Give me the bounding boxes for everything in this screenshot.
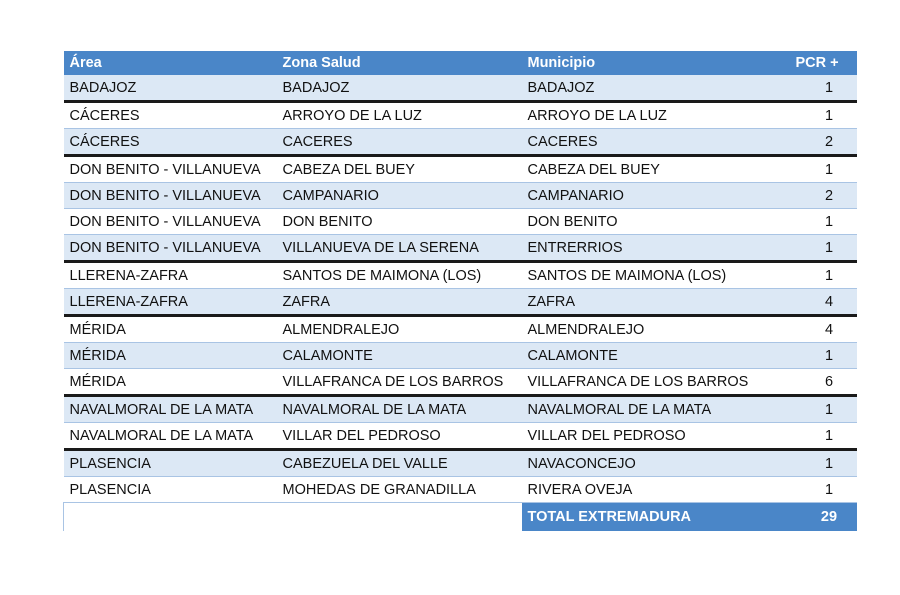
cell-municipio: CABEZA DEL BUEY <box>522 156 778 183</box>
table-row <box>64 396 857 423</box>
cell-area: NAVALMORAL DE LA MATA <box>64 423 277 450</box>
cell-pcr: 4 <box>778 289 857 316</box>
cell-zona: BADAJOZ <box>277 75 522 102</box>
cell-zona: CACERES <box>277 129 522 156</box>
total-label: TOTAL EXTREMADURA <box>522 503 778 532</box>
header-municipio: Municipio <box>522 51 778 75</box>
cell-area: PLASENCIA <box>64 477 277 503</box>
cell-pcr: 6 <box>778 369 857 396</box>
cell-municipio: BADAJOZ <box>522 75 778 102</box>
cell-zona: CABEZA DEL BUEY <box>277 156 522 183</box>
total-blank-cell <box>64 503 522 532</box>
header-area: Área <box>64 51 277 75</box>
pcr-table <box>63 51 857 531</box>
cell-area: BADAJOZ <box>64 75 277 102</box>
cell-area: LLERENA-ZAFRA <box>64 289 277 316</box>
cell-pcr: 1 <box>778 102 857 129</box>
cell-municipio: CAMPANARIO <box>522 183 778 209</box>
cell-zona: CALAMONTE <box>277 343 522 369</box>
table-row <box>64 343 857 369</box>
table-row <box>64 209 857 235</box>
cell-municipio: VILLAFRANCA DE LOS BARROS <box>522 369 778 396</box>
table-row <box>64 289 857 316</box>
cell-pcr: 2 <box>778 183 857 209</box>
cell-pcr: 4 <box>778 316 857 343</box>
cell-municipio: RIVERA OVEJA <box>522 477 778 503</box>
table-row <box>64 156 857 183</box>
cell-zona: ALMENDRALEJO <box>277 316 522 343</box>
table-row <box>64 369 857 396</box>
cell-pcr: 1 <box>778 156 857 183</box>
cell-zona: DON BENITO <box>277 209 522 235</box>
cell-zona: MOHEDAS DE GRANADILLA <box>277 477 522 503</box>
cell-pcr: 1 <box>778 235 857 262</box>
cell-zona: ARROYO DE LA LUZ <box>277 102 522 129</box>
header-pcr: PCR + <box>778 51 857 75</box>
cell-zona: VILLANUEVA DE LA SERENA <box>277 235 522 262</box>
cell-zona: CABEZUELA DEL VALLE <box>277 450 522 477</box>
cell-pcr: 1 <box>778 423 857 450</box>
cell-pcr: 1 <box>778 75 857 102</box>
cell-municipio: ALMENDRALEJO <box>522 316 778 343</box>
table-row <box>64 423 857 450</box>
total-row <box>64 503 857 532</box>
cell-area: DON BENITO - VILLANUEVA <box>64 209 277 235</box>
table-row <box>64 75 857 102</box>
cell-area: LLERENA-ZAFRA <box>64 262 277 289</box>
cell-municipio: ENTRERRIOS <box>522 235 778 262</box>
cell-pcr: 1 <box>778 396 857 423</box>
table-row <box>64 450 857 477</box>
cell-area: DON BENITO - VILLANUEVA <box>64 183 277 209</box>
cell-municipio: ZAFRA <box>522 289 778 316</box>
pcr-table-container <box>63 51 856 531</box>
cell-municipio: ARROYO DE LA LUZ <box>522 102 778 129</box>
header-zona-salud: Zona Salud <box>277 51 522 75</box>
cell-municipio: SANTOS DE MAIMONA (LOS) <box>522 262 778 289</box>
table-row <box>64 262 857 289</box>
table-row <box>64 183 857 209</box>
cell-zona: VILLAFRANCA DE LOS BARROS <box>277 369 522 396</box>
cell-pcr: 1 <box>778 209 857 235</box>
cell-zona: VILLAR DEL PEDROSO <box>277 423 522 450</box>
cell-pcr: 1 <box>778 477 857 503</box>
table-row <box>64 316 857 343</box>
cell-area: CÁCERES <box>64 102 277 129</box>
cell-municipio: NAVACONCEJO <box>522 450 778 477</box>
cell-area: MÉRIDA <box>64 316 277 343</box>
cell-pcr: 1 <box>778 343 857 369</box>
table-row <box>64 102 857 129</box>
cell-zona: ZAFRA <box>277 289 522 316</box>
cell-area: MÉRIDA <box>64 343 277 369</box>
cell-pcr: 2 <box>778 129 857 156</box>
cell-area: DON BENITO - VILLANUEVA <box>64 156 277 183</box>
table-row <box>64 235 857 262</box>
cell-area: MÉRIDA <box>64 369 277 396</box>
total-value: 29 <box>778 503 857 532</box>
cell-zona: CAMPANARIO <box>277 183 522 209</box>
table-row <box>64 477 857 503</box>
cell-municipio: DON BENITO <box>522 209 778 235</box>
cell-area: NAVALMORAL DE LA MATA <box>64 396 277 423</box>
cell-municipio: NAVALMORAL DE LA MATA <box>522 396 778 423</box>
table-header-row <box>64 51 857 75</box>
cell-pcr: 1 <box>778 450 857 477</box>
cell-municipio: CALAMONTE <box>522 343 778 369</box>
cell-zona: NAVALMORAL DE LA MATA <box>277 396 522 423</box>
cell-municipio: CACERES <box>522 129 778 156</box>
cell-pcr: 1 <box>778 262 857 289</box>
cell-zona: SANTOS DE MAIMONA (LOS) <box>277 262 522 289</box>
cell-area: DON BENITO - VILLANUEVA <box>64 235 277 262</box>
cell-area: CÁCERES <box>64 129 277 156</box>
cell-municipio: VILLAR DEL PEDROSO <box>522 423 778 450</box>
table-row <box>64 129 857 156</box>
cell-area: PLASENCIA <box>64 450 277 477</box>
